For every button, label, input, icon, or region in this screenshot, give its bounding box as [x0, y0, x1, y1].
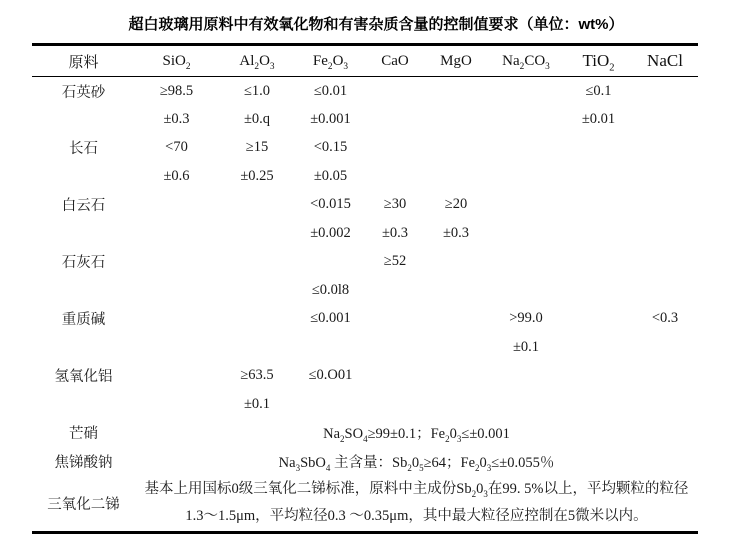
- cell: [365, 276, 425, 305]
- cell: [565, 305, 632, 334]
- table-row-tolerance: [32, 105, 698, 134]
- cell: ±0.05: [313, 167, 348, 184]
- cell: ±0.3: [381, 224, 409, 241]
- col-header-sio2: SiO$_2$: [135, 45, 218, 77]
- cell: [296, 248, 365, 277]
- row-label: 白云石: [61, 198, 106, 215]
- cell: [425, 333, 487, 362]
- cell: [487, 276, 565, 305]
- cell: [218, 219, 296, 248]
- cell: [425, 134, 487, 163]
- cell: [632, 362, 698, 391]
- cell: [565, 162, 632, 191]
- row-label: 石灰石: [61, 255, 106, 272]
- cell: ±0.6: [163, 167, 190, 184]
- cell: >99.0: [509, 310, 543, 327]
- cell: [632, 105, 698, 134]
- cell: [565, 333, 632, 362]
- cell: ≥98.5: [159, 82, 194, 99]
- cell: [487, 105, 565, 134]
- cell: ±0.25: [240, 167, 274, 184]
- cell: <0.15: [313, 139, 348, 156]
- row-label: 长石: [69, 141, 98, 158]
- cell: ±0.3: [163, 110, 190, 127]
- cell: ≥15: [245, 139, 269, 156]
- cell: ≥20: [444, 196, 468, 213]
- cell: [218, 276, 296, 305]
- row-label: 芒硝: [69, 426, 98, 443]
- table-row-tolerance: [32, 390, 698, 419]
- cell: [365, 362, 425, 391]
- cell: [632, 134, 698, 163]
- cell: [487, 191, 565, 220]
- cell: [425, 276, 487, 305]
- col-header-mgo: MgO: [425, 45, 487, 77]
- cell: [135, 191, 218, 220]
- col-header-fe2o3: $Fe_2O_3$: [296, 45, 365, 77]
- row-label: [32, 390, 135, 419]
- cell: ≤0.01: [313, 82, 348, 99]
- cell: ≤1.0: [243, 82, 271, 99]
- cell: ±0.001: [310, 110, 351, 127]
- cell: [565, 191, 632, 220]
- table-row-quartz-sand: [32, 77, 698, 106]
- cell: [218, 191, 296, 220]
- cell: [565, 276, 632, 305]
- header-row: [32, 45, 698, 77]
- table-row-limestone: [32, 248, 698, 277]
- cell: [365, 134, 425, 163]
- cell: [296, 333, 365, 362]
- cell: [565, 390, 632, 419]
- cell: [565, 219, 632, 248]
- cell: [365, 162, 425, 191]
- cell: ≥52: [383, 253, 407, 270]
- cell: [632, 219, 698, 248]
- cell: [487, 162, 565, 191]
- row-label: [32, 219, 135, 248]
- cell: [425, 362, 487, 391]
- col-header-al2o3: $Al_2O_3$: [218, 45, 296, 77]
- cell: [632, 248, 698, 277]
- cell: [632, 191, 698, 220]
- cell: [565, 248, 632, 277]
- cell: ±0.1: [512, 338, 540, 355]
- cell: [425, 162, 487, 191]
- cell: ≥63.5: [240, 367, 274, 384]
- cell: ±0.1: [243, 395, 271, 412]
- table-row-tolerance: [32, 333, 698, 362]
- cell: [218, 248, 296, 277]
- cell: [365, 390, 425, 419]
- cell: [632, 276, 698, 305]
- cell: [135, 305, 218, 334]
- cell: [565, 362, 632, 391]
- cell: [365, 105, 425, 134]
- cell: [425, 105, 487, 134]
- cell: [365, 333, 425, 362]
- cell: <0.015: [310, 196, 351, 213]
- table-row-tolerance: [32, 219, 698, 248]
- cell: <0.3: [651, 310, 679, 327]
- cell: <70: [165, 139, 188, 156]
- row-label: [32, 333, 135, 362]
- cell: [135, 362, 218, 391]
- cell: [632, 390, 698, 419]
- table-row-aluminium-hydroxide: [32, 362, 698, 391]
- control-values-table: [32, 43, 698, 534]
- table-row-mirabilite: [32, 419, 698, 448]
- cell: [296, 390, 365, 419]
- span-cell: $Na_2SO_4\ge 99\pm 0.1$；$Fe_20_3\le\pm 0.001$: [323, 426, 510, 445]
- row-label: [32, 162, 135, 191]
- row-label: [32, 276, 135, 305]
- cell: [425, 305, 487, 334]
- cell: [135, 219, 218, 248]
- row-label: 氢氧化铝: [54, 369, 113, 386]
- cell: ±0.3: [442, 224, 470, 241]
- cell: [632, 77, 698, 106]
- cell: [487, 134, 565, 163]
- cell: [487, 390, 565, 419]
- col-header-tio2: TiO$_2$: [565, 45, 632, 77]
- cell: [487, 248, 565, 277]
- row-label: 三氧化二锑: [47, 496, 120, 513]
- cell: [487, 219, 565, 248]
- cell: [218, 333, 296, 362]
- cell: [218, 305, 296, 334]
- cell: ±0.002: [310, 224, 351, 241]
- cell: [135, 333, 218, 362]
- row-label: 焦锑酸钠: [54, 454, 113, 471]
- cell: ±0.01: [581, 110, 616, 127]
- cell: [425, 390, 487, 419]
- col-header-cao: CaO: [365, 45, 425, 77]
- table-row-tolerance: [32, 276, 698, 305]
- table-row-feldspar: [32, 134, 698, 163]
- cell: [632, 333, 698, 362]
- cell: [135, 248, 218, 277]
- cell: [487, 362, 565, 391]
- cell: [365, 77, 425, 106]
- cell: [565, 134, 632, 163]
- cell: [365, 305, 425, 334]
- table-row-sodium-pyroantimonate: [32, 447, 698, 476]
- page-title: 超白玻璃用原料中有效氧化物和有害杂质含量的控制值要求（单位：wt%）: [128, 16, 624, 33]
- cell: ≥30: [383, 196, 407, 213]
- cell: ≤0.0l8: [311, 281, 350, 298]
- col-header-na2co3: $Na_2CO_3$: [487, 45, 565, 77]
- cell: ≤0.001: [310, 310, 351, 327]
- table-row-dolomite: [32, 191, 698, 220]
- cell: ≤0.1: [585, 82, 612, 99]
- col-header-nacl: NaCl: [632, 45, 698, 77]
- cell: [135, 276, 218, 305]
- col-header-raw-material: 原料: [32, 45, 135, 77]
- cell: [487, 77, 565, 106]
- table-row-heavy-soda-ash: [32, 305, 698, 334]
- cell: [632, 162, 698, 191]
- cell: [425, 77, 487, 106]
- span-cell: $Na_3SbO_4$ 主含量：$Sb_20_5\ge 64$；$Fe_20_3\le\pm 0.055$％: [278, 454, 555, 473]
- cell: [425, 248, 487, 277]
- table-row-tolerance: [32, 162, 698, 191]
- row-label: 石英砂: [61, 84, 106, 101]
- cell: ±0.q: [243, 110, 271, 127]
- row-label: 重质碱: [61, 312, 106, 329]
- cell: ≤0.O01: [308, 367, 353, 384]
- cell: [135, 390, 218, 419]
- note-cell: 基本上用国标0级三氧化二锑标准，原料中主成份$Sb_20_3$在99. 5%以上，平均颗粒的粒径1.3～1.5μm，平均粒径0.3 ～0.35μm，其中最大粒径应控制在5微米以内。: [144, 481, 689, 525]
- table-row-antimony-trioxide: [32, 476, 698, 533]
- row-label: [32, 105, 135, 134]
